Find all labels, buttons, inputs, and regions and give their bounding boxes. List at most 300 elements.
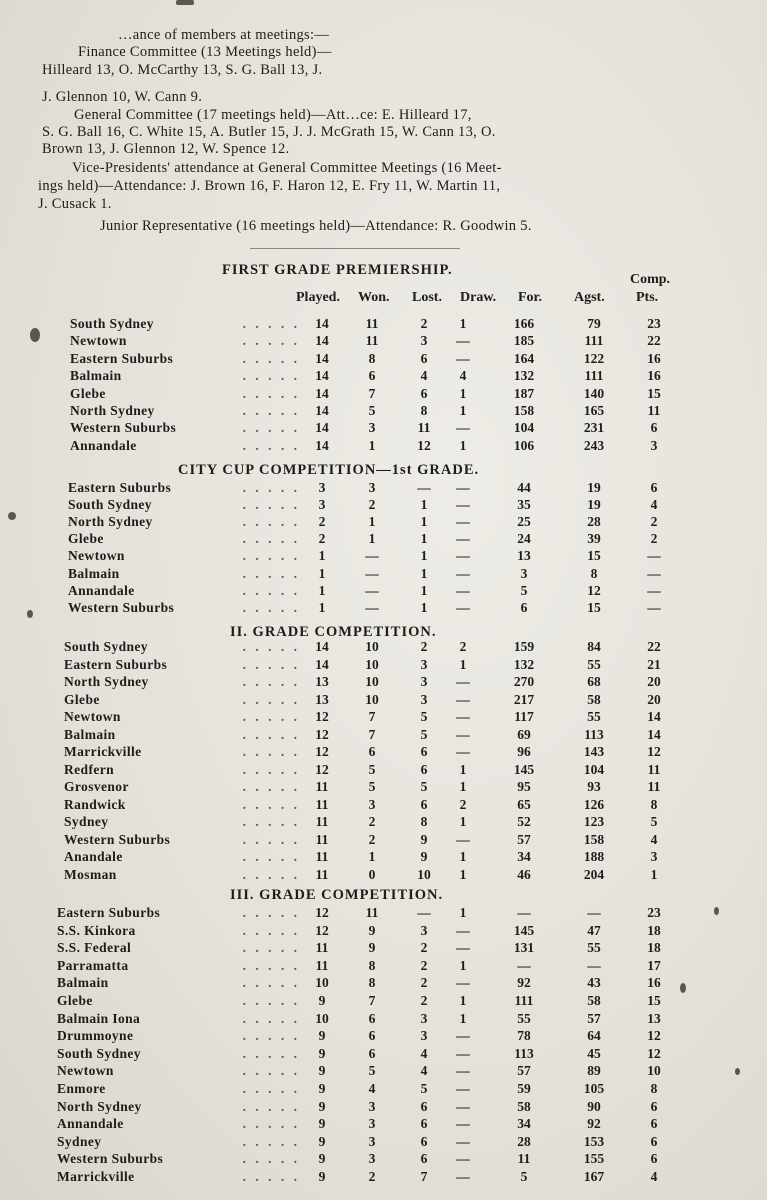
for-cell: 185	[513, 333, 535, 349]
ink-blot	[176, 0, 194, 5]
lost-cell: 5	[420, 709, 428, 724]
agst-cell: 104	[583, 761, 605, 777]
team-name: Western Suburbs	[70, 420, 177, 436]
team-name: Eastern Suburbs	[64, 656, 168, 672]
lost-cell: 5	[420, 726, 428, 742]
lost-cell: 2	[420, 316, 428, 331]
lost-cell: 10	[417, 866, 431, 882]
lost-cell: 2	[420, 957, 428, 973]
table-row	[0, 583, 767, 600]
table-row	[0, 1169, 767, 1186]
won-cell: 7	[368, 385, 376, 401]
lost-cell: 12	[417, 437, 431, 453]
team-name: Marrickville	[57, 1169, 135, 1184]
points-cell: 2	[650, 514, 658, 530]
played-cell: 9	[318, 1151, 326, 1167]
draw-cell: —	[456, 691, 470, 707]
for-cell: 57	[517, 1063, 531, 1079]
for-cell: 59	[517, 1081, 531, 1096]
for-cell: 166	[513, 316, 535, 331]
col-won: Won.	[358, 290, 390, 305]
for-cell: 28	[517, 1133, 531, 1149]
draw-cell: 1	[459, 993, 467, 1008]
agst-cell: 43	[587, 975, 601, 991]
played-cell: 12	[315, 922, 329, 938]
dot-leader: . . . . .	[242, 779, 300, 794]
lost-cell: 3	[420, 1010, 428, 1026]
played-cell: 12	[315, 709, 329, 724]
points-cell: 15	[647, 993, 661, 1008]
dot-leader: . . . . .	[242, 814, 300, 829]
table-row	[0, 674, 767, 691]
points-cell: 6	[650, 480, 658, 495]
table-row	[0, 497, 767, 514]
dot-leader: . . . . .	[242, 403, 300, 418]
team-name: North Sydney	[70, 403, 155, 418]
dot-leader: . . . . .	[242, 866, 300, 882]
agst-cell: 12	[587, 582, 601, 598]
agst-cell: 231	[583, 420, 605, 436]
agst-cell: 64	[587, 1028, 601, 1044]
team-name: Newtown	[70, 333, 127, 349]
dot-leader: . . . . .	[242, 1169, 300, 1184]
team-name: Glebe	[64, 691, 100, 707]
team-name: Glebe	[70, 385, 106, 401]
table-row	[0, 548, 767, 565]
table-title: III. GRADE COMPETITION.	[230, 887, 444, 903]
lost-cell: 1	[420, 548, 428, 564]
team-name: North Sydney	[68, 514, 153, 530]
col-lost: Lost.	[412, 290, 442, 305]
played-cell: 14	[315, 350, 329, 366]
for-cell: 5	[520, 582, 528, 598]
points-cell: 18	[647, 940, 661, 956]
points-cell: 11	[647, 403, 661, 418]
won-cell: 1	[368, 849, 376, 864]
team-name: South Sydney	[57, 1045, 141, 1061]
draw-cell: 1	[459, 957, 467, 973]
won-cell: 2	[368, 497, 376, 513]
played-cell: 14	[315, 385, 329, 401]
dot-leader: . . . . .	[242, 1098, 300, 1114]
won-cell: 6	[368, 744, 376, 759]
col-agst: Agst.	[574, 290, 605, 305]
played-cell: 12	[315, 761, 329, 777]
won-cell: 8	[368, 350, 376, 366]
table-row	[0, 514, 767, 531]
for-cell: 106	[513, 437, 535, 453]
lost-cell: 6	[420, 1098, 428, 1114]
dot-leader: . . . . .	[242, 1045, 300, 1061]
ink-blot	[714, 907, 719, 915]
draw-cell: —	[456, 497, 470, 513]
general-line-1: General Committee (17 meetings held)—Att…ce: E. Hilleard 17,	[74, 107, 472, 123]
played-cell: 2	[318, 531, 326, 547]
for-cell: 65	[517, 796, 531, 812]
played-cell: 13	[315, 691, 329, 707]
dot-leader: . . . . .	[242, 480, 300, 495]
lost-cell: 3	[420, 1028, 428, 1044]
lost-cell: 4	[420, 1063, 428, 1079]
for-cell: 3	[520, 565, 528, 581]
points-cell: —	[647, 599, 661, 615]
draw-cell: —	[456, 582, 470, 598]
table-row	[0, 368, 767, 385]
played-cell: 2	[318, 514, 326, 530]
team-name: Balmain	[70, 368, 122, 384]
for-cell: 96	[517, 744, 531, 759]
points-cell: 12	[647, 1028, 661, 1044]
dot-leader: . . . . .	[242, 940, 300, 956]
won-cell: —	[365, 599, 379, 615]
table-row	[0, 958, 767, 975]
agst-cell: 57	[587, 1010, 601, 1026]
vice-line-1: Vice-Presidents' attendance at General Committee Meetings (16 Meet-	[72, 160, 502, 176]
agst-cell: 113	[584, 726, 604, 742]
played-cell: 11	[315, 866, 329, 882]
for-cell: 159	[513, 639, 535, 654]
agst-cell: 89	[587, 1063, 601, 1079]
won-cell: 1	[368, 531, 376, 547]
draw-cell: 1	[459, 385, 467, 401]
dot-leader: . . . . .	[242, 333, 300, 349]
agst-cell: 105	[583, 1081, 605, 1096]
for-cell: 132	[513, 656, 535, 672]
played-cell: 9	[318, 1081, 326, 1096]
for-cell: 217	[513, 691, 535, 707]
draw-cell: 1	[459, 866, 467, 882]
dot-leader: . . . . .	[242, 1081, 300, 1096]
agst-cell: 111	[584, 333, 604, 349]
team-name: Balmain Iona	[57, 1010, 141, 1026]
team-name: Eastern Suburbs	[68, 480, 172, 495]
table-row	[0, 1028, 767, 1045]
draw-cell: 2	[459, 796, 467, 812]
played-cell: 1	[318, 582, 326, 598]
draw-cell: —	[456, 709, 470, 724]
draw-cell: 4	[459, 368, 467, 384]
points-cell: 17	[647, 957, 661, 973]
for-cell: 5	[520, 1169, 528, 1184]
draw-cell: 1	[459, 403, 467, 418]
junior-line: Junior Representative (16 meetings held)—Attendance: R. Goodwin 5.	[100, 218, 532, 234]
played-cell: 11	[315, 940, 329, 956]
played-cell: 12	[315, 726, 329, 742]
table-row	[0, 709, 767, 726]
for-cell: 6	[520, 599, 528, 615]
dot-leader: . . . . .	[242, 368, 300, 384]
agst-cell: 55	[587, 709, 601, 724]
dot-leader: . . . . .	[242, 514, 300, 530]
table-row	[0, 531, 767, 548]
draw-cell: —	[456, 1063, 470, 1079]
won-cell: 11	[365, 333, 379, 349]
won-cell: 10	[365, 639, 379, 654]
draw-cell: —	[456, 548, 470, 564]
draw-cell: —	[456, 1045, 470, 1061]
table-row	[0, 333, 767, 350]
agst-cell: 19	[587, 480, 601, 495]
for-cell: 131	[513, 940, 535, 956]
for-cell: 44	[517, 480, 531, 495]
draw-cell: 1	[459, 437, 467, 453]
general-line-3: Brown 13, J. Glennon 12, W. Spence 12.	[42, 141, 290, 157]
dot-leader: . . . . .	[242, 1116, 300, 1132]
played-cell: 1	[318, 565, 326, 581]
draw-cell: —	[456, 514, 470, 530]
agst-cell: 122	[583, 350, 605, 366]
points-cell: —	[647, 582, 661, 598]
dot-leader: . . . . .	[242, 497, 300, 513]
agst-cell: 68	[587, 674, 601, 689]
played-cell: 14	[315, 656, 329, 672]
won-cell: 3	[368, 1133, 376, 1149]
played-cell: 14	[315, 403, 329, 418]
team-name: Balmain	[57, 975, 109, 991]
played-cell: 10	[315, 1010, 329, 1026]
points-cell: 6	[650, 1116, 658, 1132]
draw-cell: —	[456, 420, 470, 436]
draw-cell: —	[456, 1098, 470, 1114]
table-row	[0, 867, 767, 884]
lost-cell: 2	[420, 975, 428, 991]
played-cell: 10	[315, 975, 329, 991]
lost-cell: 1	[420, 582, 428, 598]
won-cell: 3	[368, 796, 376, 812]
agst-cell: 55	[587, 656, 601, 672]
for-cell: 95	[517, 779, 531, 794]
points-cell: 1	[650, 866, 658, 882]
team-name: Annandale	[57, 1116, 124, 1132]
points-cell: 6	[650, 1098, 658, 1114]
won-cell: —	[365, 565, 379, 581]
table-row	[0, 814, 767, 831]
points-cell: 4	[650, 831, 658, 847]
table-row	[0, 905, 767, 922]
dot-leader: . . . . .	[242, 420, 300, 436]
played-cell: 11	[315, 796, 329, 812]
team-name: Eastern Suburbs	[70, 350, 174, 366]
won-cell: 8	[368, 975, 376, 991]
agst-cell: 15	[587, 599, 601, 615]
points-cell: 11	[647, 761, 661, 777]
for-cell: 145	[513, 761, 535, 777]
for-cell: 270	[513, 674, 535, 689]
col-draw: Draw.	[460, 290, 497, 305]
for-cell: —	[517, 957, 531, 973]
lost-cell: 11	[417, 420, 431, 436]
lost-cell: 1	[420, 497, 428, 513]
table-row	[0, 923, 767, 940]
draw-cell: 1	[459, 761, 467, 777]
won-cell: 8	[368, 957, 376, 973]
table-row	[0, 692, 767, 709]
for-cell: —	[517, 905, 531, 920]
draw-cell: —	[456, 1151, 470, 1167]
for-cell: 57	[517, 831, 531, 847]
played-cell: 13	[315, 674, 329, 689]
played-cell: 9	[318, 1063, 326, 1079]
points-cell: —	[647, 548, 661, 564]
won-cell: 2	[368, 814, 376, 829]
col-played: Played.	[296, 290, 340, 305]
won-cell: 2	[368, 1169, 376, 1184]
table-row	[0, 1134, 767, 1151]
table-title: CITY CUP COMPETITION—1st GRADE.	[178, 462, 480, 478]
agst-cell: 84	[587, 639, 601, 654]
table-row	[0, 727, 767, 744]
won-cell: 6	[368, 1010, 376, 1026]
agst-cell: 188	[583, 849, 605, 864]
col-pts: Pts.	[636, 290, 659, 305]
agst-cell: 58	[587, 691, 601, 707]
table-row	[0, 566, 767, 583]
draw-cell: —	[456, 480, 470, 495]
table-row	[0, 744, 767, 761]
played-cell: 14	[315, 639, 329, 654]
won-cell: 2	[368, 831, 376, 847]
agst-cell: —	[587, 905, 601, 920]
dot-leader: . . . . .	[242, 993, 300, 1008]
lost-cell: 3	[420, 922, 428, 938]
draw-cell: —	[456, 922, 470, 938]
points-cell: 5	[650, 814, 658, 829]
dot-leader: . . . . .	[242, 582, 300, 598]
points-cell: 15	[647, 385, 661, 401]
dot-leader: . . . . .	[242, 1010, 300, 1026]
points-cell: 16	[647, 350, 661, 366]
won-cell: 11	[365, 905, 379, 920]
draw-cell: 1	[459, 849, 467, 864]
lost-cell: —	[417, 480, 431, 495]
team-name: S.S. Federal	[57, 940, 132, 956]
lost-cell: 8	[420, 814, 428, 829]
team-name: North Sydney	[64, 674, 149, 689]
agst-cell: 123	[583, 814, 605, 829]
agst-cell: 153	[583, 1133, 605, 1149]
attendance-title: …ance of members at meetings:—	[118, 27, 330, 43]
table-row	[0, 1081, 767, 1098]
team-name: Glebe	[68, 531, 104, 547]
points-cell: 6	[650, 1133, 658, 1149]
draw-cell: —	[456, 940, 470, 956]
points-cell: 23	[647, 905, 661, 920]
lost-cell: 6	[420, 385, 428, 401]
won-cell: 5	[368, 761, 376, 777]
team-name: Eastern Suburbs	[57, 905, 161, 920]
points-cell: 22	[647, 639, 661, 654]
won-cell: 11	[365, 316, 379, 331]
table-row	[0, 403, 767, 420]
agst-cell: 28	[587, 514, 601, 530]
played-cell: 9	[318, 1116, 326, 1132]
points-cell: —	[647, 565, 661, 581]
ink-blot	[8, 512, 16, 520]
lost-cell: 4	[420, 1045, 428, 1061]
won-cell: 9	[368, 940, 376, 956]
points-cell: 3	[650, 849, 658, 864]
ink-blot	[27, 610, 33, 618]
points-cell: 20	[647, 691, 661, 707]
dot-leader: . . . . .	[242, 831, 300, 847]
agst-cell: 55	[587, 940, 601, 956]
played-cell: 12	[315, 905, 329, 920]
won-cell: 4	[368, 1081, 376, 1096]
for-cell: 132	[513, 368, 535, 384]
played-cell: 9	[318, 993, 326, 1008]
team-name: Redfern	[64, 761, 115, 777]
team-name: Western Suburbs	[68, 599, 175, 615]
table-row	[0, 1116, 767, 1133]
table-title: II. GRADE COMPETITION.	[230, 624, 437, 640]
for-cell: 55	[517, 1010, 531, 1026]
dot-leader: . . . . .	[242, 1133, 300, 1149]
dot-leader: . . . . .	[242, 796, 300, 812]
won-cell: 3	[368, 1116, 376, 1132]
draw-cell: —	[456, 1133, 470, 1149]
dot-leader: . . . . .	[242, 531, 300, 547]
played-cell: 14	[315, 333, 329, 349]
dot-leader: . . . . .	[242, 922, 300, 938]
draw-cell: —	[456, 350, 470, 366]
draw-cell: 1	[459, 814, 467, 829]
for-cell: 158	[513, 403, 535, 418]
dot-leader: . . . . .	[242, 674, 300, 689]
table-row	[0, 438, 767, 455]
agst-cell: 19	[587, 497, 601, 513]
dot-leader: . . . . .	[242, 975, 300, 991]
team-name: Sydney	[57, 1133, 102, 1149]
dot-leader: . . . . .	[242, 1151, 300, 1167]
played-cell: 14	[315, 437, 329, 453]
points-cell: 16	[647, 368, 661, 384]
won-cell: 3	[368, 420, 376, 436]
draw-cell: —	[456, 599, 470, 615]
agst-cell: 39	[587, 531, 601, 547]
draw-cell: 1	[459, 656, 467, 672]
lost-cell: 2	[420, 639, 428, 654]
team-name: North Sydney	[57, 1098, 142, 1114]
points-cell: 14	[647, 709, 661, 724]
lost-cell: 6	[420, 761, 428, 777]
table-row	[0, 779, 767, 796]
played-cell: 11	[315, 957, 329, 973]
points-cell: 4	[650, 1169, 658, 1184]
played-cell: 9	[318, 1133, 326, 1149]
team-name: Anandale	[64, 849, 123, 864]
lost-cell: 6	[420, 350, 428, 366]
draw-cell: —	[456, 674, 470, 689]
general-line-2: S. G. Ball 16, C. White 15, A. Butler 15, J. J. McGrath 15, W. Cann 13, O.	[42, 124, 496, 140]
points-cell: 23	[647, 316, 661, 331]
col-comp: Comp.	[630, 272, 671, 287]
for-cell: 113	[514, 1045, 534, 1061]
table-row	[0, 420, 767, 437]
for-cell: 25	[517, 514, 531, 530]
team-name: Western Suburbs	[64, 831, 171, 847]
lost-cell: 6	[420, 1133, 428, 1149]
vice-line-3: J. Cusack 1.	[38, 196, 112, 212]
lost-cell: 6	[420, 796, 428, 812]
won-cell: 7	[368, 709, 376, 724]
lost-cell: 1	[420, 531, 428, 547]
table-row	[0, 762, 767, 779]
team-name: Sydney	[64, 814, 109, 829]
lost-cell: 9	[420, 849, 428, 864]
played-cell: 11	[315, 831, 329, 847]
lost-cell: 7	[420, 1169, 428, 1184]
for-cell: 78	[517, 1028, 531, 1044]
